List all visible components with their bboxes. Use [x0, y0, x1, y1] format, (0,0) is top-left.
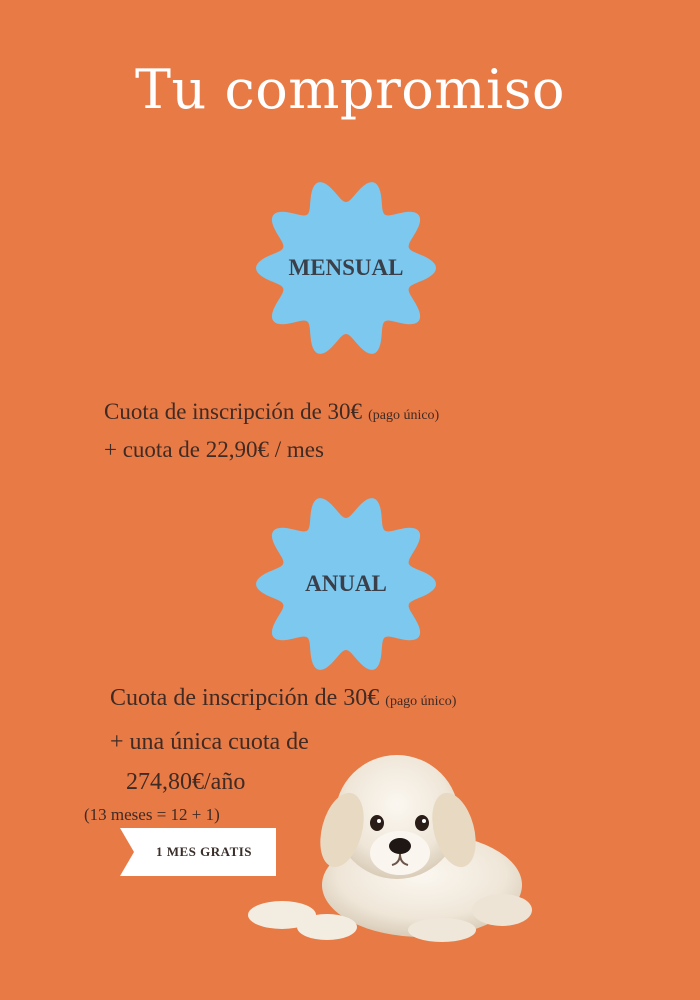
- anual-inscription-text: Cuota de inscripción de 30€: [110, 685, 380, 711]
- anual-line-1: [110, 678, 590, 722]
- anual-inscription-note: (pago único): [385, 694, 457, 709]
- mensual-line-2: + cuota de 22,90€ / mes: [104, 437, 324, 462]
- anual-badge: [246, 484, 446, 684]
- anual-months-note: (13 meses = 12 + 1): [84, 805, 220, 824]
- anual-badge-label: ANUAL: [305, 571, 387, 596]
- mensual-line-1: [104, 395, 564, 433]
- anual-line-2: + una única cuota de: [110, 729, 309, 755]
- page-title: Tu compromiso: [134, 58, 565, 121]
- mensual-inscription-text: Cuota de inscripción de 30€: [104, 399, 363, 424]
- mensual-inscription-note: (pago único): [368, 408, 440, 423]
- free-month-label: 1 MES GRATIS: [155, 844, 253, 859]
- mensual-badge: [246, 168, 446, 368]
- mensual-badge-label: MENSUAL: [288, 255, 404, 280]
- anual-price: 274,80€/año: [126, 769, 246, 795]
- mensual-description: [104, 395, 564, 467]
- puppy-illustration: [232, 745, 532, 945]
